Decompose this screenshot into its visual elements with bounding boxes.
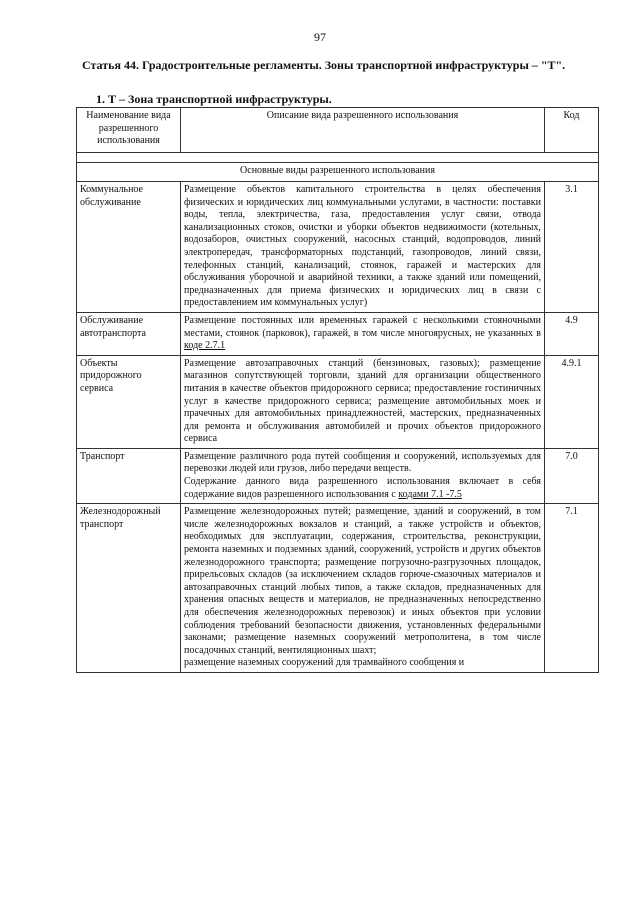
use-type-description (181, 504, 545, 673)
description-text: размещение наземных сооружений для трамвайного сообщения и (184, 657, 465, 669)
table-row (77, 448, 599, 503)
use-type-code: 7.1 (545, 504, 599, 673)
table-row (77, 355, 599, 448)
use-type-description (181, 182, 545, 313)
description-paragraph (184, 315, 541, 353)
header-code: Код (545, 108, 599, 153)
header-name: Наименование вида разрешенного использования (77, 108, 181, 153)
description-text: Размещение различного рода путей сообщения и сооружений, используемых для перевозки людей или грузов, либо передачи веществ. (184, 450, 541, 475)
table-row (77, 312, 599, 355)
article-title: Статья 44. Градостроительные регламенты. Зоны транспортной инфраструктуры – "Т". (82, 58, 566, 72)
spacer-row (77, 153, 599, 163)
description-paragraph (184, 476, 541, 501)
use-type-code: 3.1 (545, 182, 599, 313)
use-type-description (181, 448, 545, 503)
description-paragraph (184, 657, 541, 670)
header-description: Описание вида разрешенного использования (181, 108, 545, 153)
use-type-name: Железнодорожный транспорт (77, 504, 181, 673)
use-type-code: 7.0 (545, 448, 599, 503)
regulations-table (76, 107, 599, 673)
description-text: Размещение объектов капитального строительства в целях обеспечения физических и юридических лиц коммунальными услугами, в частности: поставки воды, тепла, электричества, газа, предоставления услуг связи, отвода канализационных стоков, очистки и уборки объектов недвижимости (котельных, водозаборов, очистных сооружений, насосных станций, водопроводов, линий электропередач, трансформаторных подстанций, газопроводов, линий связи, телефонных станций, канализаций, стоянок, гаражей и мастерских для обслуживания уборочной и аварийной техники, а также зданий или помещений, предназначенных для приема физических и юридических лиц в связи с предоставлением им коммунальных услуг) (184, 184, 541, 309)
description-text: Содержание данного вида разрешенного использования включает в себя содержание видов разрешенного использования с (184, 476, 541, 500)
use-type-code: 4.9 (545, 312, 599, 355)
use-type-description (181, 355, 545, 448)
description-text: Размещение постоянных или временных гаражей с несколькими стояночными местами, стоянок (парковок), гаражей, в том числе многоярусных, не указанных в (184, 314, 541, 339)
use-type-code: 4.9.1 (545, 355, 599, 448)
group-label: Основные виды разрешенного использования (77, 163, 599, 182)
spacer-cell (77, 153, 599, 163)
table-header-row (77, 108, 599, 153)
use-type-name: Коммунальное обслуживание (77, 182, 181, 313)
table-row (77, 182, 599, 313)
section-title: 1. Т – Зона транспортной инфраструктуры. (96, 92, 332, 106)
code-reference-link[interactable]: коде 2.7.1 (184, 340, 226, 352)
table-row (77, 504, 599, 673)
description-paragraph (184, 451, 541, 476)
description-text: Размещение железнодорожных путей; размещение, зданий и сооружений, в том числе железнодорожных вокзалов и станций, а также устройств и объектов, необходимых для эксплуатации, содержания, строительства, реконструкции, ремонта наземных и подземных зданий, сооружений, устройств и других объектов железнодорожного транспорта; размещение погрузочно-разгрузочных площадок, прирельсовых складов (за исключением складов горюче-смазочных материалов и автозаправочных станций любых типов, а также складов, предназначенных для хранения опасных веществ и материалов, не предназначенных непосредственно для обеспечения железнодорожных перевозок) и иных объектов при условии соблюдения требований безопасности движения, установленных федеральными законами; размещение наземных сооружений метрополитена, в том числе посадочных станций, вентиляционных шахт; (184, 506, 541, 656)
page-number: 97 (314, 30, 326, 44)
table-body (77, 153, 599, 673)
use-type-description (181, 312, 545, 355)
description-paragraph (184, 358, 541, 446)
description-paragraph (184, 506, 541, 657)
description-paragraph (184, 184, 541, 310)
use-type-name: Транспорт (77, 448, 181, 503)
use-type-name: Обслуживание автотранспорта (77, 312, 181, 355)
description-text: Размещение автозаправочных станций (бензиновых, газовых); размещение магазинов сопутствующей торговли, зданий для организации общественного питания в качестве объектов придорожного сервиса; предоставление гостиничных услуг в качестве придорожного сервиса; размещение автомобильных моек и прачечных для автомобильных принадлежностей, мастерских, предназначенных для ремонта и обслуживания автомобилей и прочих объектов придорожного сервиса (184, 357, 541, 445)
code-reference-link[interactable]: кодами 7.1 -7.5 (398, 488, 462, 500)
use-type-name: Объекты придорожного сервиса (77, 355, 181, 448)
group-row (77, 163, 599, 182)
